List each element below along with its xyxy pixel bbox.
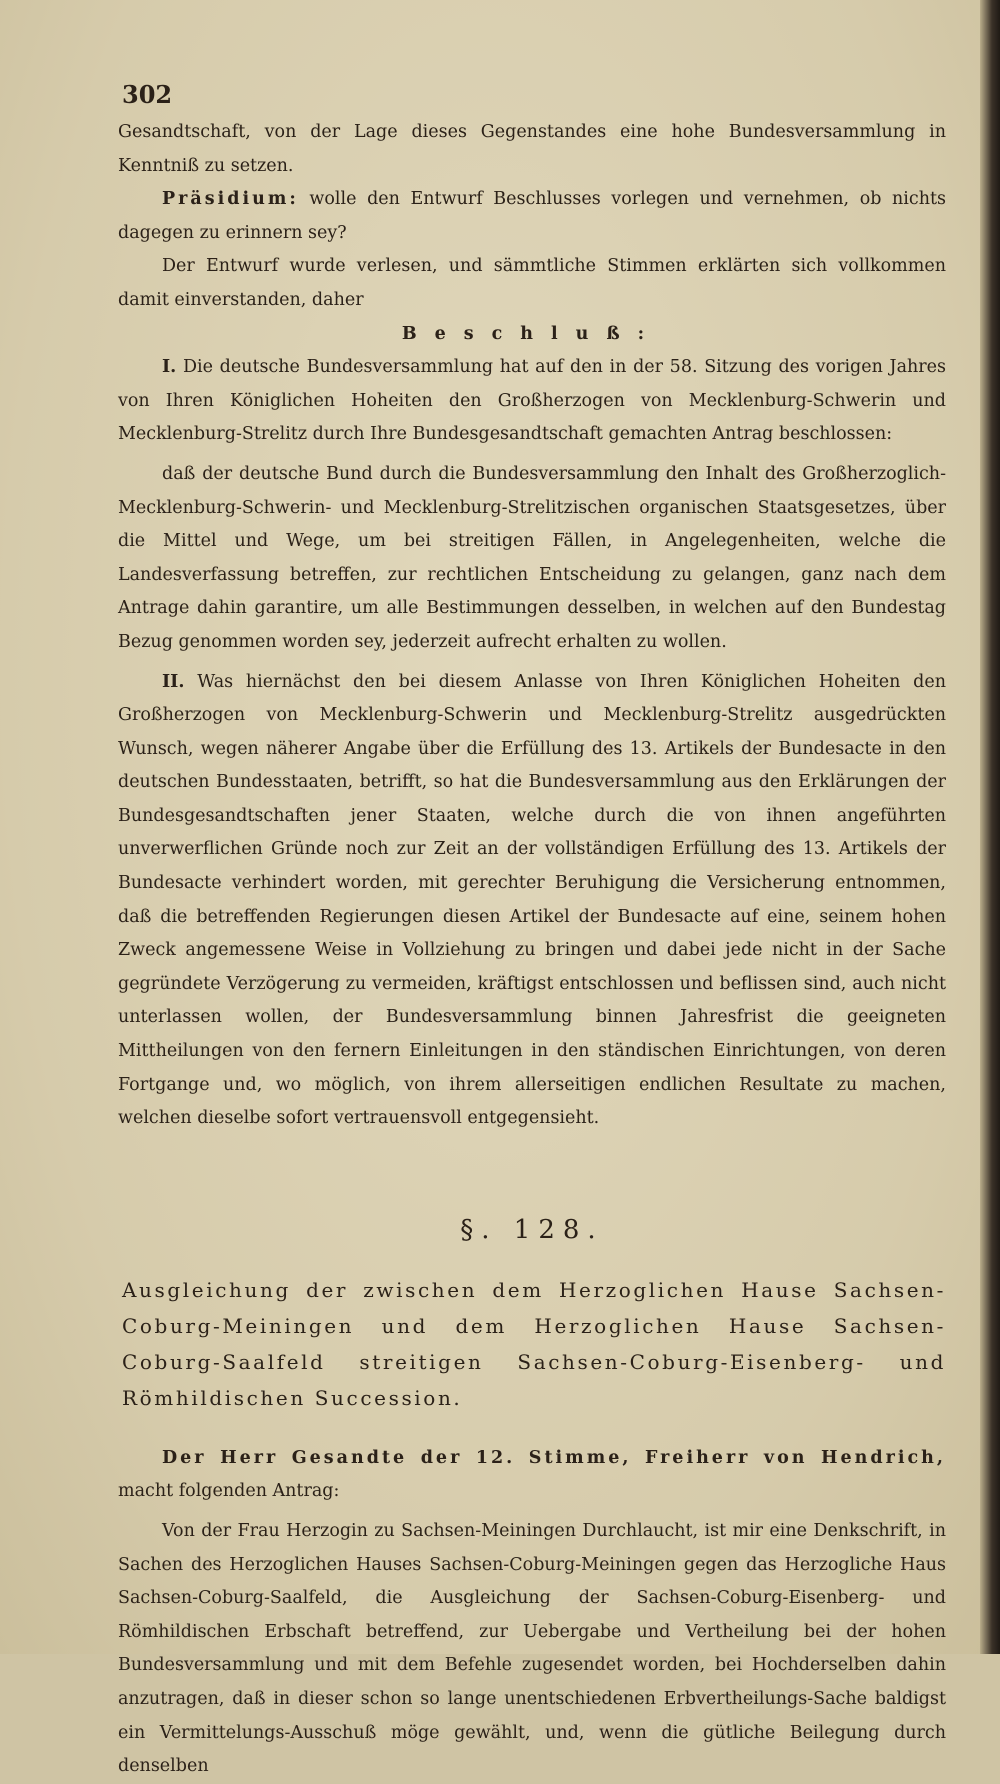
section-heading: Ausgleichung der zwischen dem Herzoglichen Hause Sachsen-Coburg-Meiningen und dem Herzoglichen Hause Sachsen-Coburg-Saalfeld streitigen Sachsen-Coburg-Eisenberg- und Römhildischen Succession. xyxy=(122,1277,946,1410)
resolution-item-1-detail: daß der deutsche Bund durch die Bundesversammlung den Inhalt des Großherzoglich-Mecklenburg-Schwerin- und Mecklenburg-Strelitzischen organischen Staatsgesetzes, über die Mittel und Wege, um bei streitigen Fällen, in Angelegenheiten, welche die Landesverfassung betreffen, zur rechtlichen Entscheidung zu gelangen, ganz nach dem Antrage dahin garantire, um alle Bestimmungen desselben, in welchen auf den Bundestag Bezug genommen worden sey, jederzeit aufrecht erhalten zu wollen. xyxy=(118,463,946,652)
section-intro-rest: macht folgenden Antrag: xyxy=(118,1481,340,1502)
page-number: 302 xyxy=(122,80,173,109)
item-text: Die deutsche Bundesversammlung hat auf den in der 58. Sitzung des vorigen Jahres von Ihren Königlichen Hoheiten den Großherzogen von Mecklenburg-Schwerin und Mecklenburg-Strelitz durch Ihre Bundesgesandtschaft gemachten Antrag beschlossen: xyxy=(118,357,946,445)
section-intro xyxy=(118,1442,946,1509)
page-content xyxy=(118,78,946,1784)
item-number: I. xyxy=(162,357,177,378)
praesidium-label: Präsidium: xyxy=(162,189,299,210)
page-edge xyxy=(980,0,1000,1654)
praesidium-text: wolle den Entwurf Beschlusses vorlegen und vernehmen, ob nichts dagegen zu erinnern sey? xyxy=(118,189,946,243)
section-body: Von der Frau Herzogin zu Sachsen-Meiningen Durchlaucht, ist mir eine Denkschrift, in Sachen des Herzoglichen Hauses Sachsen-Coburg-Meiningen gegen das Herzogliche Haus Sachsen-Coburg-Saalfeld, die Ausgleichung der Sachsen-Coburg-Eisenberg- und Römhildischen Erbschaft betreffend, zur Uebergabe und Vertheilung bei der hohen Bundesversammlung und mit dem Befehle zugesendet worden, bei Hochderselben dahin anzutragen, daß in dieser schon so lange unentschiedenen Erbvertheilungs-Sache baldigst ein Vermittelungs-Ausschuß möge gewählt, und, wenn die gütliche Beilegung durch denselben xyxy=(118,1521,946,1777)
beschluss-heading: Beschluß: xyxy=(401,323,663,344)
paragraph-praesidium xyxy=(118,183,946,250)
paragraph-vote: Der Entwurf wurde verlesen, und sämmtliche Stimmen erklärten sich vollkommen damit einverstanden, daher xyxy=(118,256,946,310)
item-number: II. xyxy=(162,671,185,692)
item-text: Was hiernächst den bei diesem Anlasse von Ihren Königlichen Hoheiten den Großherzogen von Mecklenburg-Schwerin und Mecklenburg-Strelitz ausgedrückten Wunsch, wegen näherer Angabe über die Erfüllung des 13. Artikels der Bundesacte in den deutschen Bundesstaaten, betrifft, so hat die Bundesversammlung aus den Erklärungen der Bundesgesandtschaften jener Staaten, welche durch die von ihnen angeführten unverwerflichen Gründe noch zur Zeit an der vollständigen Erfüllung des 13. Artikels der Bundesacte verhindert worden, mit gerechter Beruhigung die Versicherung entnommen, daß die betreffenden Regierungen diesen Artikel der Bundesacte auf eine, seinem hohen Zweck angemessene Weise in Vollziehung zu bringen und dabei jede nicht in der Sache gegründete Verzögerung zu vermeiden, kräftigst entschlossen und beflissen sind, auch nicht unterlassen wollen, der Bundesversammlung binnen Jahresfrist die geeigneten Mittheilungen von den fernern Einleitungen in den ständischen Einrichtungen, von deren Fortgange und, wo möglich, von ihrem allerseitigen endlichen Resultate zu machen, welchen dieselbe sofort vertrauensvoll entgegensieht. xyxy=(118,671,946,1129)
section-sign: §. 128. xyxy=(460,1214,604,1245)
section-intro-label: Der Herr Gesandte der 12. Stimme, Freiherr von Hendrich, xyxy=(162,1447,946,1468)
paragraph-continuation: Gesandtschaft, von der Lage dieses Gegenstandes eine hohe Bundesversammlung in Kenntniß zu setzen. xyxy=(118,122,946,176)
resolution-item-1 xyxy=(118,351,946,452)
resolution-item-2 xyxy=(118,666,946,1136)
